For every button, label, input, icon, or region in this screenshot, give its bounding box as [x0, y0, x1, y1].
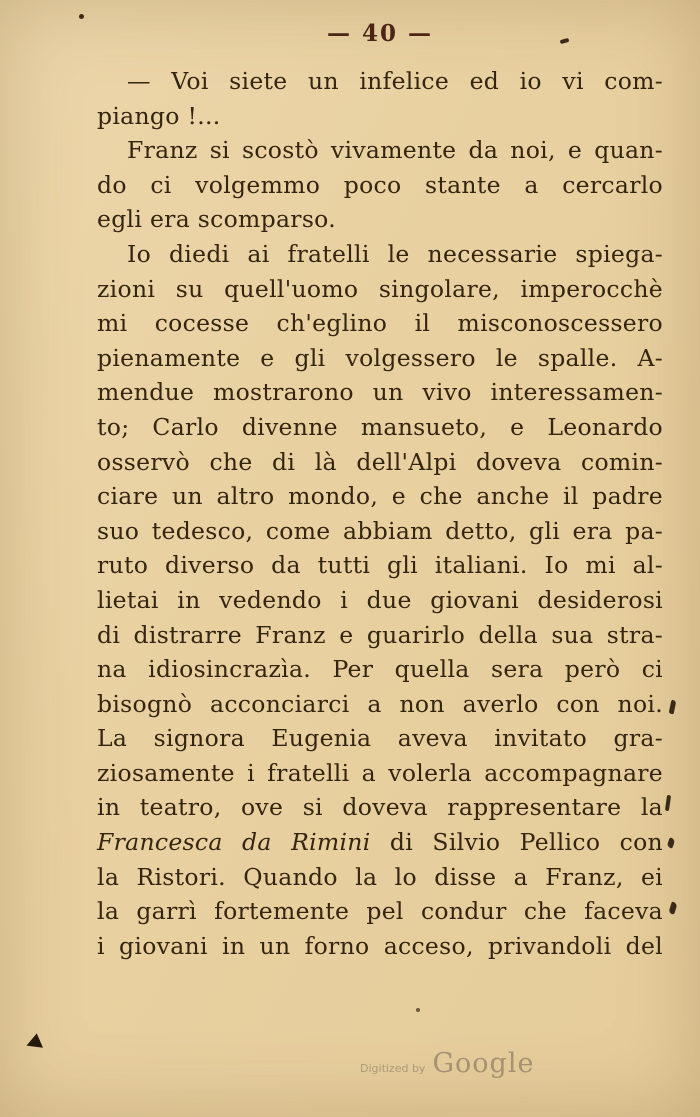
text-segment: osservò che di là dell'Alpi doveva comin- — [97, 447, 663, 476]
google-logo: Google — [432, 1048, 535, 1079]
text-line — [97, 479, 663, 514]
paragraph — [97, 64, 663, 133]
ink-blot — [26, 1033, 47, 1054]
text-segment: ziosamente i fratelli a volerla accompagnare — [97, 758, 663, 787]
ink-speck — [79, 14, 84, 19]
text-line — [97, 272, 663, 307]
text-segment: zioni su quell'uomo singolare, imperocchè — [97, 274, 663, 303]
text-line — [97, 825, 663, 860]
text-segment: la garrì fortemente pel condur che faceva — [97, 897, 663, 926]
paragraph — [97, 237, 663, 963]
text-line — [97, 445, 663, 480]
text-line — [97, 410, 663, 445]
text-segment: — Voi siete un infelice ed io vi com- — [127, 67, 663, 95]
text-line — [97, 583, 663, 618]
text-segment: piango !... — [97, 101, 221, 130]
text-segment: lietai in vedendo i due giovani desiderosi — [97, 585, 663, 614]
text-line — [97, 133, 663, 168]
text-segment: ruto diverso da tutti gli italiani. Io mi al- — [97, 551, 663, 580]
text-segment: La signora Eugenia aveva invitato gra- — [97, 724, 663, 753]
ink-speck — [666, 837, 675, 848]
text-segment: to; Carlo divenne mansueto, e Leonardo — [97, 412, 663, 441]
text-block — [97, 64, 663, 963]
text-line — [97, 652, 663, 687]
text-line — [97, 548, 663, 583]
ink-speck — [665, 795, 671, 811]
text-segment: di distrarre Franz e guarirlo della sua stra- — [97, 620, 663, 649]
ink-speck — [668, 901, 677, 914]
text-segment: la Ristori. Quando la lo disse a Franz, ei — [97, 862, 663, 891]
text-line — [97, 790, 663, 825]
text-segment: egli era scomparso. — [97, 205, 336, 234]
text-segment: do ci volgemmo poco stante a cercarlo — [97, 170, 663, 199]
text-line — [97, 514, 663, 549]
text-line — [97, 687, 663, 722]
text-segment: mendue mostrarono un vivo interessamen- — [97, 378, 663, 407]
ink-speck — [669, 700, 677, 715]
text-line — [97, 306, 663, 341]
page-number: — 40 — — [326, 20, 434, 47]
text-line — [97, 721, 663, 756]
ink-speck — [416, 1008, 420, 1012]
text-segment: in teatro, ove si doveva rappresentare la — [97, 793, 663, 822]
text-line — [97, 894, 663, 929]
text-segment: ciare un altro mondo, e che anche il padre — [97, 482, 663, 511]
text-segment: mi cocesse ch'eglino il misconoscessero — [97, 309, 663, 338]
paragraph — [97, 133, 663, 237]
text-line — [97, 756, 663, 791]
text-line — [97, 929, 663, 964]
text-line — [97, 618, 663, 653]
text-line — [97, 860, 663, 895]
digitized-by-label: Digitized by — [360, 1062, 426, 1075]
text-line — [97, 341, 663, 376]
text-segment: na idiosincrazìa. Per quella sera però ci — [97, 655, 663, 684]
text-segment: bisognò acconciarci a non averlo con noi. — [97, 689, 663, 718]
italic-text: Francesca da Rimini — [97, 828, 371, 857]
text-line — [97, 99, 663, 134]
text-line — [97, 168, 663, 203]
text-line — [97, 375, 663, 410]
digitization-watermark — [360, 1048, 534, 1079]
text-segment: suo tedesco, come abbiam detto, gli era pa- — [97, 516, 663, 545]
text-segment: i giovani in un forno acceso, privandoli del — [97, 931, 663, 960]
text-line — [97, 64, 663, 99]
text-segment: Io diedi ai fratelli le necessarie spiega- — [127, 239, 663, 268]
text-segment: pienamente e gli volgessero le spalle. A- — [97, 343, 663, 372]
text-segment: di Silvio Pellico con — [370, 828, 663, 857]
text-line — [97, 202, 663, 237]
text-segment: Franz si scostò vivamente da noi, e quan- — [127, 136, 663, 165]
text-line — [97, 237, 663, 272]
